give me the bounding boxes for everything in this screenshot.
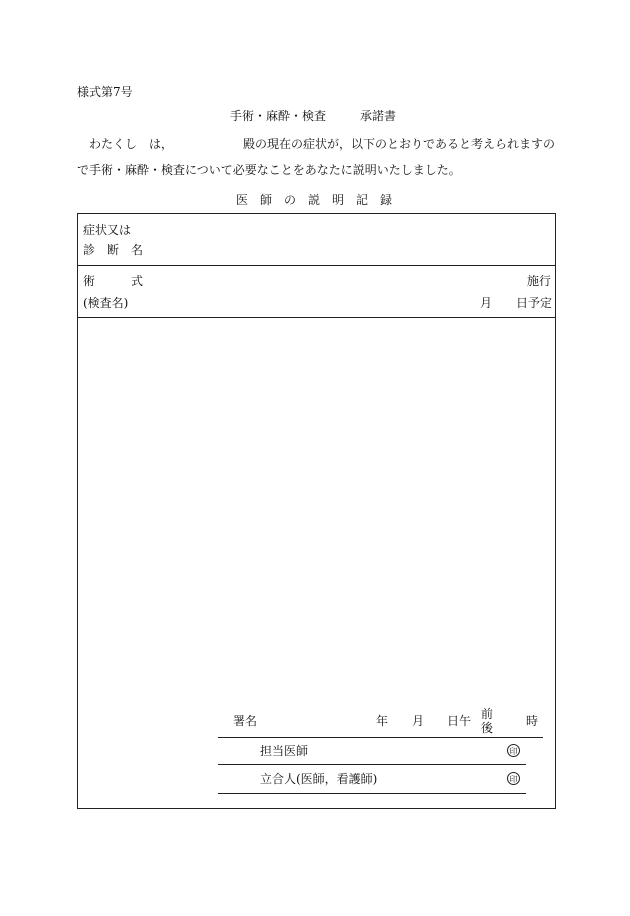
diagnosis-label-line2: 診 断 名 <box>83 243 144 257</box>
performed-month-label: 月 <box>480 296 493 310</box>
document-title-left: 手術・麻酔・検査 <box>230 109 327 123</box>
signature-after-label: 後 <box>481 721 494 735</box>
signature-noon-label: 午 <box>459 714 472 728</box>
doctor-line <box>218 764 526 765</box>
record-heading: 医 師 の 説 明 記 録 <box>236 193 393 207</box>
witness-label: 立合人(医師，看護師) <box>260 772 378 786</box>
doctor-label: 担当医師 <box>260 744 309 758</box>
doctor-seal-icon: 印 <box>507 744 520 757</box>
diagnosis-label-line1: 症状又は <box>83 223 132 237</box>
divider-diagnosis <box>78 265 555 266</box>
form-number: 様式第7号 <box>77 85 133 99</box>
signature-month-label: 月 <box>412 714 425 728</box>
performed-day-scheduled-label: 日予定 <box>516 296 553 310</box>
procedure-label-line1: 術 式 <box>83 274 144 288</box>
intro-line1-part1: わたくし は， <box>89 137 174 151</box>
signature-before-label: 前 <box>481 707 494 721</box>
divider-procedure <box>78 317 555 318</box>
signature-day-label: 日 <box>447 714 460 728</box>
signature-year-label: 年 <box>376 714 389 728</box>
document-title-right: 承諾書 <box>360 109 397 123</box>
intro-line1-part2: 殿の現在の症状が，以下のとおりであると考えられますの <box>243 137 556 151</box>
procedure-label-line2: (検査名) <box>83 296 129 310</box>
signature-label: 署名 <box>233 714 258 728</box>
witness-line <box>218 793 526 794</box>
intro-line2: で手術・麻酔・検査について必要なことをあなたに説明いたしました。 <box>77 163 461 177</box>
signature-underline <box>218 737 543 738</box>
signature-hour-label: 時 <box>526 714 539 728</box>
witness-seal-icon: 印 <box>507 772 520 785</box>
performed-label: 施行 <box>527 274 552 288</box>
